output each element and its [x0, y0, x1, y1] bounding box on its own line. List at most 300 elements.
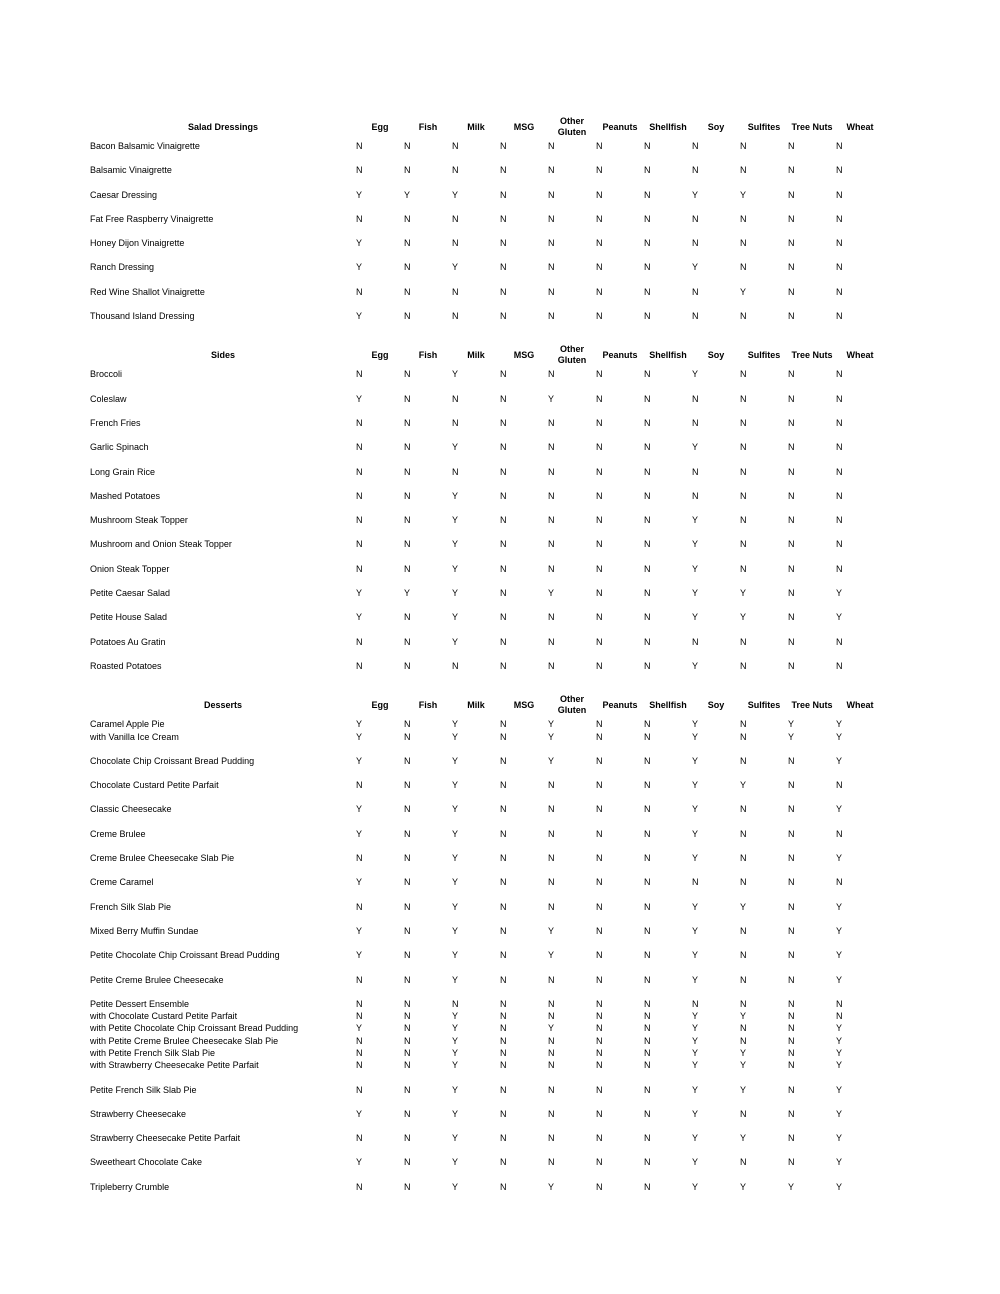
- allergen-flag: Y: [548, 393, 555, 404]
- allergen-cell-milk: [452, 538, 500, 562]
- allergen-cell-fish: [404, 1132, 452, 1156]
- allergen-cell-fish: [404, 828, 452, 852]
- allergen-flag: N: [740, 755, 747, 766]
- allergen-cell-msg: [500, 718, 548, 755]
- allergen-flag: N: [404, 1060, 411, 1071]
- allergen-flag: N: [644, 877, 651, 888]
- allergen-flag: N: [404, 490, 411, 501]
- allergen-cell-egg: [356, 998, 404, 1084]
- allergen-cell-shellfish: [644, 393, 692, 417]
- allergen-cell-peanuts: [596, 393, 644, 417]
- allergen-flag: Y: [692, 731, 699, 742]
- allergen-flag: N: [740, 262, 747, 273]
- allergen-flag: Y: [548, 950, 555, 961]
- table-row: [90, 876, 884, 900]
- allergen-cell-tree-nuts: [788, 213, 836, 237]
- allergen-flag: N: [548, 1108, 555, 1119]
- allergen-cell-tree-nuts: [788, 876, 836, 900]
- allergen-flag: N: [836, 165, 843, 176]
- allergen-flag: Y: [452, 1108, 459, 1119]
- allergen-flag: Y: [836, 719, 843, 730]
- allergen-cell-peanuts: [596, 636, 644, 660]
- allergen-cell-peanuts: [596, 1108, 644, 1132]
- allergen-cell-sulfites: [740, 949, 788, 973]
- table-row: [90, 852, 884, 876]
- allergen-flag: Y: [404, 588, 411, 599]
- allergen-flag: N: [404, 1047, 411, 1058]
- allergen-flag: Y: [692, 515, 699, 526]
- allergen-flag: N: [788, 442, 795, 453]
- column-header-egg: Egg: [371, 349, 389, 360]
- allergen-flag: Y: [836, 1133, 843, 1144]
- allergen-table-desserts: [90, 692, 884, 1205]
- column-header-other-gluten: Other Gluten: [557, 344, 587, 366]
- allergen-flag: Y: [692, 369, 699, 380]
- allergen-cell-egg: [356, 563, 404, 587]
- allergen-flag: N: [500, 612, 507, 623]
- allergen-flag: N: [356, 417, 363, 428]
- allergen-flag: N: [740, 141, 747, 151]
- allergen-cell-wheat: [836, 393, 884, 417]
- column-header-msg: MSG: [513, 121, 535, 132]
- item-name: French Fries: [90, 417, 141, 428]
- allergen-flag: N: [644, 828, 651, 839]
- allergen-cell-msg: [500, 563, 548, 587]
- allergen-flag: Y: [692, 828, 699, 839]
- table-row: [90, 901, 884, 925]
- allergen-cell-egg: [356, 611, 404, 635]
- item-name: Ranch Dressing: [90, 262, 155, 273]
- allergen-cell-sulfites: [740, 852, 788, 876]
- allergen-cell-wheat: [836, 237, 884, 261]
- allergen-cell-tree-nuts: [788, 189, 836, 213]
- allergen-flag: N: [404, 466, 411, 477]
- allergen-flag: N: [596, 417, 603, 428]
- allergen-flag: Y: [740, 189, 747, 200]
- allergen-flag: N: [500, 262, 507, 273]
- allergen-cell-shellfish: [644, 925, 692, 949]
- allergen-flag: Y: [452, 731, 459, 742]
- allergen-flag: N: [740, 1023, 747, 1034]
- allergen-cell-soy: [692, 514, 740, 538]
- allergen-flag: N: [548, 1035, 555, 1046]
- allergen-cell-tree-nuts: [788, 998, 836, 1084]
- allergen-flag: N: [548, 442, 555, 453]
- table-row: [90, 368, 884, 392]
- allergen-cell-other-gluten: [548, 803, 596, 827]
- item-name: Mashed Potatoes: [90, 490, 161, 501]
- allergen-cell-other-gluten: [548, 189, 596, 213]
- allergen-cell-msg: [500, 925, 548, 949]
- allergen-flag: N: [404, 1035, 411, 1046]
- allergen-cell-msg: [500, 140, 548, 164]
- item-name-cell: [90, 1181, 356, 1205]
- allergen-cell-other-gluten: [548, 164, 596, 188]
- allergen-cell-egg: [356, 368, 404, 392]
- allergen-flag: N: [692, 466, 699, 477]
- column-header-other-gluten: Other Gluten: [557, 116, 587, 137]
- allergen-cell-peanuts: [596, 261, 644, 285]
- allergen-cell-peanuts: [596, 310, 644, 334]
- column-header-milk: Milk: [467, 121, 485, 132]
- allergen-flag: Y: [356, 612, 363, 623]
- allergen-cell-msg: [500, 755, 548, 779]
- allergen-flag: Y: [692, 1133, 699, 1144]
- allergen-cell-wheat: [836, 140, 884, 164]
- allergen-cell-egg: [356, 261, 404, 285]
- allergen-flag: N: [596, 588, 603, 599]
- allergen-flag: Y: [836, 901, 843, 912]
- allergen-flag: N: [788, 588, 795, 599]
- allergen-flag: N: [356, 660, 363, 671]
- item-name-cell: [90, 563, 356, 587]
- allergen-cell-msg: [500, 828, 548, 852]
- allergen-flag: N: [740, 974, 747, 985]
- allergen-flag: N: [500, 636, 507, 647]
- allergen-flag: N: [500, 719, 507, 730]
- allergen-flag: N: [500, 1157, 507, 1168]
- allergen-cell-other-gluten: [548, 466, 596, 490]
- column-header-egg: Egg: [371, 121, 389, 132]
- allergen-cell-tree-nuts: [788, 310, 836, 334]
- item-name: Strawberry Cheesecake Petite Parfait: [90, 1133, 241, 1144]
- allergen-cell-tree-nuts: [788, 1132, 836, 1156]
- allergen-flag: N: [548, 238, 555, 249]
- allergen-cell-sulfites: [740, 441, 788, 465]
- item-name-cell: [90, 538, 356, 562]
- allergen-flag: N: [740, 1108, 747, 1119]
- allergen-flag: N: [500, 442, 507, 453]
- item-name-cell: [90, 1156, 356, 1180]
- allergen-flag: N: [500, 539, 507, 550]
- allergen-cell-msg: [500, 417, 548, 441]
- allergen-flag: Y: [452, 612, 459, 623]
- allergen-cell-msg: [500, 803, 548, 827]
- allergen-cell-wheat: [836, 286, 884, 310]
- allergen-flag: N: [644, 755, 651, 766]
- allergen-flag: N: [404, 719, 411, 730]
- allergen-flag: N: [404, 286, 411, 297]
- item-name: Petite House Salad: [90, 612, 168, 623]
- item-name-cell: [90, 140, 356, 164]
- allergen-cell-shellfish: [644, 514, 692, 538]
- allergen-cell-milk: [452, 876, 500, 900]
- table-row: [90, 611, 884, 635]
- allergen-cell-msg: [500, 779, 548, 803]
- allergen-cell-peanuts: [596, 189, 644, 213]
- allergen-cell-shellfish: [644, 611, 692, 635]
- allergen-cell-tree-nuts: [788, 368, 836, 392]
- allergen-cell-fish: [404, 286, 452, 310]
- allergen-cell-other-gluten: [548, 974, 596, 998]
- allergen-cell-sulfites: [740, 1132, 788, 1156]
- allergen-flag: Y: [788, 719, 795, 730]
- allergen-cell-soy: [692, 925, 740, 949]
- allergen-flag: N: [836, 636, 843, 647]
- allergen-cell-wheat: [836, 803, 884, 827]
- allergen-flag: N: [548, 612, 555, 623]
- item-name-cell: [90, 490, 356, 514]
- item-name-cell: [90, 828, 356, 852]
- allergen-flag: N: [788, 612, 795, 623]
- column-header-msg: MSG: [513, 349, 535, 360]
- table-row: [90, 140, 884, 164]
- allergen-flag: Y: [356, 828, 363, 839]
- allergen-flag: N: [644, 1108, 651, 1119]
- allergen-cell-soy: [692, 286, 740, 310]
- allergen-cell-other-gluten: [548, 490, 596, 514]
- allergen-flag: N: [740, 853, 747, 864]
- item-name: Roasted Potatoes: [90, 660, 162, 671]
- allergen-flag: N: [596, 442, 603, 453]
- item-name-cell: [90, 417, 356, 441]
- allergen-flag: N: [788, 490, 795, 501]
- allergen-cell-milk: [452, 974, 500, 998]
- allergen-cell-tree-nuts: [788, 441, 836, 465]
- column-header-tree-nuts: Tree Nuts: [791, 699, 833, 710]
- allergen-cell-peanuts: [596, 1156, 644, 1180]
- allergen-flag: N: [356, 286, 363, 297]
- allergen-flag: N: [836, 213, 843, 224]
- allergen-cell-milk: [452, 514, 500, 538]
- allergen-cell-milk: [452, 261, 500, 285]
- allergen-cell-fish: [404, 998, 452, 1084]
- allergen-flag: N: [500, 1060, 507, 1071]
- allergen-flag: N: [356, 369, 363, 380]
- allergen-flag: Y: [452, 925, 459, 936]
- allergen-cell-tree-nuts: [788, 237, 836, 261]
- allergen-flag: Y: [692, 925, 699, 936]
- allergen-flag: Y: [740, 286, 747, 297]
- allergen-flag: N: [644, 515, 651, 526]
- allergen-flag: N: [548, 998, 555, 1009]
- allergen-flag: N: [788, 780, 795, 791]
- allergen-cell-milk: [452, 563, 500, 587]
- allergen-cell-fish: [404, 718, 452, 755]
- allergen-cell-other-gluten: [548, 779, 596, 803]
- allergen-cell-wheat: [836, 1108, 884, 1132]
- table-row: [90, 189, 884, 213]
- allergen-flag: N: [500, 974, 507, 985]
- allergen-cell-peanuts: [596, 213, 644, 237]
- allergen-flag: N: [692, 393, 699, 404]
- allergen-flag: N: [548, 1157, 555, 1168]
- allergen-cell-wheat: [836, 611, 884, 635]
- table-row: [90, 636, 884, 660]
- allergen-cell-fish: [404, 803, 452, 827]
- allergen-flag: N: [692, 213, 699, 224]
- allergen-cell-other-gluten: [548, 1108, 596, 1132]
- item-name: with Petite Creme Brulee Cheesecake Slab Pie: [90, 1035, 279, 1046]
- allergen-flag: N: [404, 780, 411, 791]
- table-row: [90, 1084, 884, 1108]
- allergen-flag: N: [596, 755, 603, 766]
- allergen-cell-soy: [692, 611, 740, 635]
- allergen-flag: Y: [452, 369, 459, 380]
- allergen-flag: Y: [836, 1035, 843, 1046]
- allergen-cell-soy: [692, 213, 740, 237]
- allergen-flag: Y: [836, 1157, 843, 1168]
- allergen-flag: N: [548, 1133, 555, 1144]
- allergen-cell-milk: [452, 660, 500, 684]
- allergen-flag: Y: [452, 539, 459, 550]
- allergen-flag: Y: [740, 901, 747, 912]
- allergen-flag: N: [596, 925, 603, 936]
- allergen-flag: N: [500, 804, 507, 815]
- allergen-cell-peanuts: [596, 538, 644, 562]
- allergen-cell-fish: [404, 466, 452, 490]
- table-row: [90, 755, 884, 779]
- allergen-flag: N: [548, 877, 555, 888]
- allergen-flag: N: [788, 950, 795, 961]
- allergen-flag: N: [740, 660, 747, 671]
- allergen-cell-peanuts: [596, 828, 644, 852]
- allergen-flag: N: [356, 780, 363, 791]
- allergen-flag: N: [500, 238, 507, 249]
- table-row: [90, 803, 884, 827]
- allergen-flag: Y: [452, 1133, 459, 1144]
- allergen-flag: N: [548, 901, 555, 912]
- allergen-cell-msg: [500, 876, 548, 900]
- allergen-flag: N: [596, 974, 603, 985]
- allergen-cell-fish: [404, 611, 452, 635]
- allergen-flag: N: [500, 1084, 507, 1095]
- allergen-flag: Y: [836, 1108, 843, 1119]
- allergen-flag: N: [788, 141, 795, 151]
- allergen-flag: Y: [452, 853, 459, 864]
- allergen-cell-milk: [452, 901, 500, 925]
- allergen-cell-soy: [692, 1156, 740, 1180]
- allergen-flag: Y: [356, 238, 363, 249]
- allergen-cell-peanuts: [596, 368, 644, 392]
- table-row: [90, 1181, 884, 1205]
- allergen-flag: N: [548, 286, 555, 297]
- allergen-cell-tree-nuts: [788, 852, 836, 876]
- allergen-flag: N: [740, 950, 747, 961]
- allergen-flag: N: [596, 1157, 603, 1168]
- allergen-cell-wheat: [836, 587, 884, 611]
- table-row: [90, 828, 884, 852]
- allergen-flag: N: [692, 165, 699, 176]
- item-name-cell: [90, 368, 356, 392]
- allergen-flag: N: [836, 393, 843, 404]
- allergen-cell-msg: [500, 636, 548, 660]
- allergen-cell-wheat: [836, 925, 884, 949]
- allergen-flag: N: [596, 1108, 603, 1119]
- item-name-cell: [90, 164, 356, 188]
- table-row: [90, 779, 884, 803]
- allergen-flag: N: [740, 490, 747, 501]
- allergen-flag: N: [596, 804, 603, 815]
- column-header-sulfites: Sulfites: [747, 121, 781, 132]
- item-name-cell: [90, 636, 356, 660]
- allergen-cell-fish: [404, 779, 452, 803]
- allergen-flag: Y: [836, 853, 843, 864]
- section-title: Desserts: [203, 699, 243, 710]
- allergen-flag: Y: [692, 804, 699, 815]
- allergen-cell-fish: [404, 310, 452, 334]
- item-name-cell: [90, 876, 356, 900]
- allergen-flag: N: [452, 417, 459, 428]
- allergen-flag: Y: [356, 804, 363, 815]
- allergen-flag: N: [548, 369, 555, 380]
- item-name: Chocolate Custard Petite Parfait: [90, 780, 219, 791]
- allergen-flag: N: [596, 853, 603, 864]
- allergen-flag: N: [548, 974, 555, 985]
- allergen-cell-tree-nuts: [788, 393, 836, 417]
- allergen-flag: N: [548, 539, 555, 550]
- column-header-fish: Fish: [418, 349, 438, 360]
- allergen-flag: N: [644, 393, 651, 404]
- allergen-flag: N: [788, 1060, 795, 1071]
- allergen-cell-msg: [500, 1108, 548, 1132]
- allergen-flag: N: [644, 1023, 651, 1034]
- allergen-cell-other-gluten: [548, 1181, 596, 1205]
- allergen-flag: N: [596, 189, 603, 200]
- allergen-flag: N: [644, 780, 651, 791]
- allergen-cell-fish: [404, 755, 452, 779]
- allergen-flag: N: [788, 311, 795, 322]
- allergen-cell-peanuts: [596, 718, 644, 755]
- allergen-flag: N: [740, 731, 747, 742]
- allergen-flag: N: [740, 311, 747, 322]
- allergen-cell-wheat: [836, 636, 884, 660]
- table-row: [90, 974, 884, 998]
- allergen-flag: N: [356, 213, 363, 224]
- allergen-cell-egg: [356, 237, 404, 261]
- allergen-cell-soy: [692, 974, 740, 998]
- allergen-flag: N: [644, 588, 651, 599]
- allergen-flag: N: [644, 1181, 651, 1192]
- allergen-cell-peanuts: [596, 140, 644, 164]
- allergen-flag: N: [596, 660, 603, 671]
- item-name-cell: [90, 1108, 356, 1132]
- allergen-cell-tree-nuts: [788, 660, 836, 684]
- header-row: [90, 114, 884, 140]
- allergen-flag: Y: [548, 719, 555, 730]
- allergen-flag: Y: [836, 1084, 843, 1095]
- allergen-cell-tree-nuts: [788, 1156, 836, 1180]
- allergen-flag: Y: [452, 755, 459, 766]
- item-name: French Silk Slab Pie: [90, 901, 172, 912]
- table-row: [90, 1108, 884, 1132]
- allergen-flag: N: [836, 311, 843, 322]
- table-row: [90, 660, 884, 684]
- allergen-cell-sulfites: [740, 1084, 788, 1108]
- allergen-flag: N: [548, 515, 555, 526]
- allergen-flag: N: [836, 286, 843, 297]
- allergen-cell-tree-nuts: [788, 949, 836, 973]
- allergen-flag: N: [500, 393, 507, 404]
- allergen-flag: Y: [836, 612, 843, 623]
- allergen-cell-fish: [404, 852, 452, 876]
- allergen-cell-fish: [404, 901, 452, 925]
- allergen-flag: N: [644, 466, 651, 477]
- allergen-flag: Y: [452, 1047, 459, 1058]
- allergen-cell-fish: [404, 140, 452, 164]
- allergen-cell-soy: [692, 1132, 740, 1156]
- allergen-cell-shellfish: [644, 876, 692, 900]
- allergen-cell-milk: [452, 140, 500, 164]
- allergen-flag: N: [404, 1084, 411, 1095]
- allergen-flag: N: [644, 925, 651, 936]
- allergen-flag: N: [788, 1011, 795, 1022]
- allergen-flag: N: [836, 490, 843, 501]
- allergen-flag: Y: [452, 1181, 459, 1192]
- allergen-cell-milk: [452, 779, 500, 803]
- allergen-cell-msg: [500, 237, 548, 261]
- allergen-flag: N: [548, 141, 555, 151]
